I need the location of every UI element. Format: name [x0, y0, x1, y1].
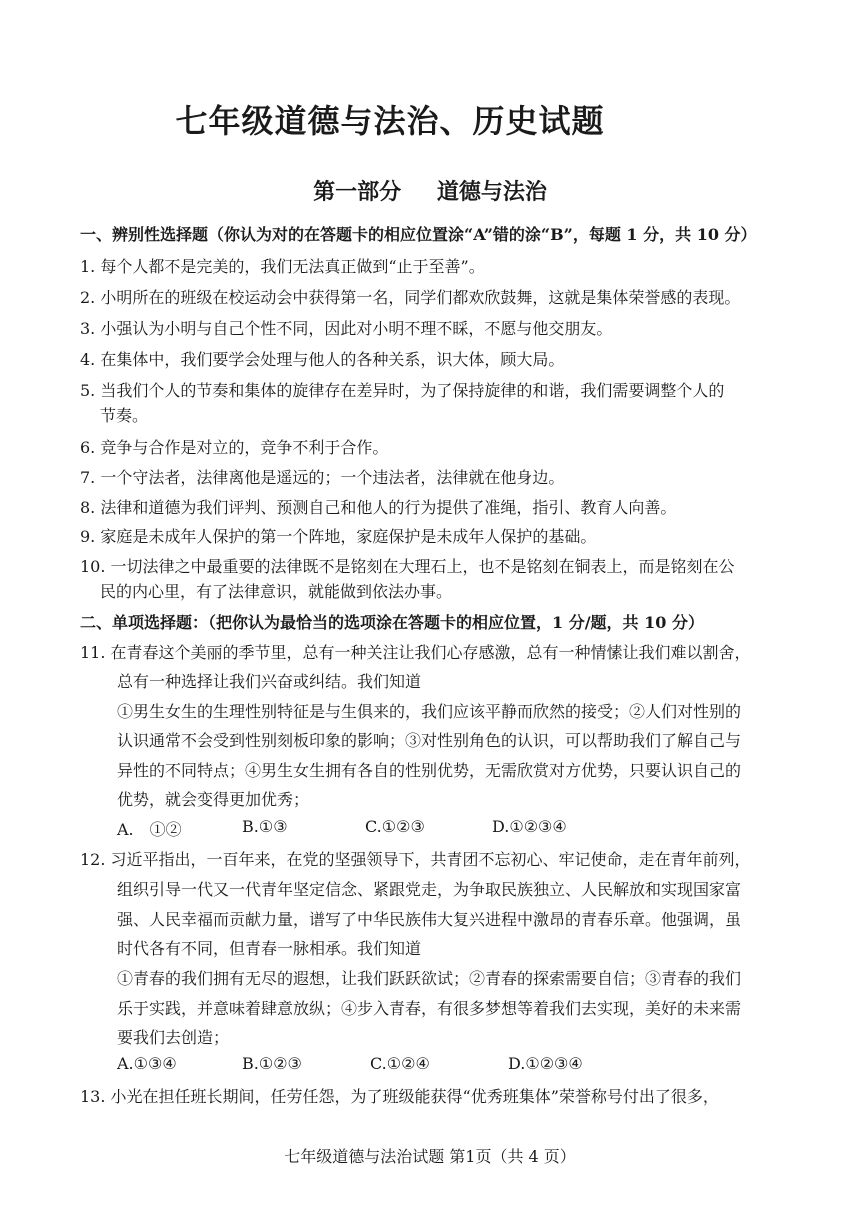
question-12-line: ①青春的我们拥有无尽的遐想，让我们跃跃欲试；②青春的探索需要自信；③青春的我们: [117, 969, 742, 988]
q11-option-a: A. ①②: [117, 820, 182, 839]
question-13-stem: 13. 小光在担任班长期间，任劳任怨，为了班级能获得“优秀班集体”荣誉称号付出了很多，: [80, 1087, 719, 1106]
question-11-line: 认识通常不会受到性别刻板印象的影响；③对性别角色的认识，可以帮助我们了解自己与: [117, 731, 742, 750]
question-11-line: 总有一种选择让我们兴奋或纠结。我们知道: [117, 672, 422, 691]
question-11-line: 异性的不同特点；④男生女生拥有各自的性别优势，无需欣赏对方优势，只要认识自己的: [117, 761, 742, 780]
q11-option-d: D.①②③④: [492, 817, 567, 836]
question-1: 1. 每个人都不是完美的，我们无法真正做到“止于至善”。: [80, 257, 485, 276]
question-12-line: 要我们去创造；: [117, 1028, 230, 1047]
q12-option-a: A.①③④: [117, 1054, 177, 1073]
page-title: 七年级道德与法治、历史试题: [175, 102, 605, 140]
q11-option-b: B.①③: [242, 817, 288, 836]
question-2: 2. 小明所在的班级在校运动会中获得第一名，同学们都欢欣鼓舞，这就是集体荣誉感的表现。: [80, 288, 741, 307]
question-3: 3. 小强认为小明与自己个性不同，因此对小明不理不睬，不愿与他交朋友。: [80, 319, 613, 338]
part-heading: [0, 175, 860, 206]
question-11-line: 优势，就会变得更加优秀；: [117, 790, 310, 809]
section-heading-1: 一、辨别性选择题（你认为对的在答题卡的相应位置涂“A”错的涂“B”，每题 1 分，共 10 分）: [80, 225, 757, 244]
question-11-line: ①男生女生的生理性别特征是与生俱来的，我们应该平静而欣然的接受；②人们对性别的: [117, 702, 742, 721]
part-name: 道德与法治: [436, 180, 547, 205]
part-label: 第一部分: [313, 180, 402, 205]
question-5: 5. 当我们个人的节奏和集体的旋律存在差异时，为了保持旋律的和谐，我们需要调整个人的: [80, 381, 725, 400]
question-8: 8. 法律和道德为我们评判、预测自己和他人的行为提供了准绳，指引、教育人向善。: [80, 498, 677, 517]
section-heading-2: 二、单项选择题：（把你认为最恰当的选项涂在答题卡的相应位置，1 分/题，共 10 分）: [80, 613, 704, 632]
question-12-line: 强、人民幸福而贡献力量，谱写了中华民族伟大复兴进程中激昂的青春乐章。他强调，虽: [117, 910, 742, 929]
q12-option-d: D.①②③④: [508, 1054, 583, 1073]
q11-option-c: C.①②③: [365, 817, 425, 836]
question-4: 4. 在集体中，我们要学会处理与他人的各种关系，识大体，顾大局。: [80, 350, 565, 369]
question-12-line: 乐于实践，并意味着肆意放纵；④步入青春，有很多梦想等着我们去实现，美好的未来需: [117, 999, 742, 1018]
question-10: 10. 一切法律之中最重要的法律既不是铭刻在大理石上，也不是铭刻在铜表上，而是铭刻在公: [80, 557, 735, 576]
question-10-cont: 民的内心里，有了法律意识，就能做到依法办事。: [100, 582, 453, 601]
question-12-line: 组织引导一代又一代青年坚定信念、紧跟党走，为争取民族独立、人民解放和实现国家富: [117, 880, 742, 899]
question-9: 9. 家庭是未成年人保护的第一个阵地，家庭保护是未成年人保护的基础。: [80, 527, 597, 546]
q12-option-c: C.①②④: [370, 1054, 430, 1073]
question-12-stem: 12. 习近平指出，一百年来，在党的坚强领导下，共青团不忘初心、牢记使命，走在青年前列，: [80, 850, 751, 869]
question-12-line: 时代各有不同，但青春一脉相承。我们知道: [117, 939, 422, 958]
question-11-stem: 11. 在青春这个美丽的季节里，总有一种关注让我们心存感激，总有一种情愫让我们难以割舍，: [80, 643, 751, 662]
q12-option-b: B.①②③: [242, 1054, 302, 1073]
question-5-cont: 节奏。: [100, 406, 149, 425]
page-footer: 七年级道德与法治试题 第1页（共 4 页）: [284, 1147, 576, 1166]
question-6: 6. 竞争与合作是对立的，竞争不利于合作。: [80, 438, 389, 457]
question-7: 7. 一个守法者，法律离他是遥远的；一个违法者，法律就在他身边。: [80, 468, 565, 487]
